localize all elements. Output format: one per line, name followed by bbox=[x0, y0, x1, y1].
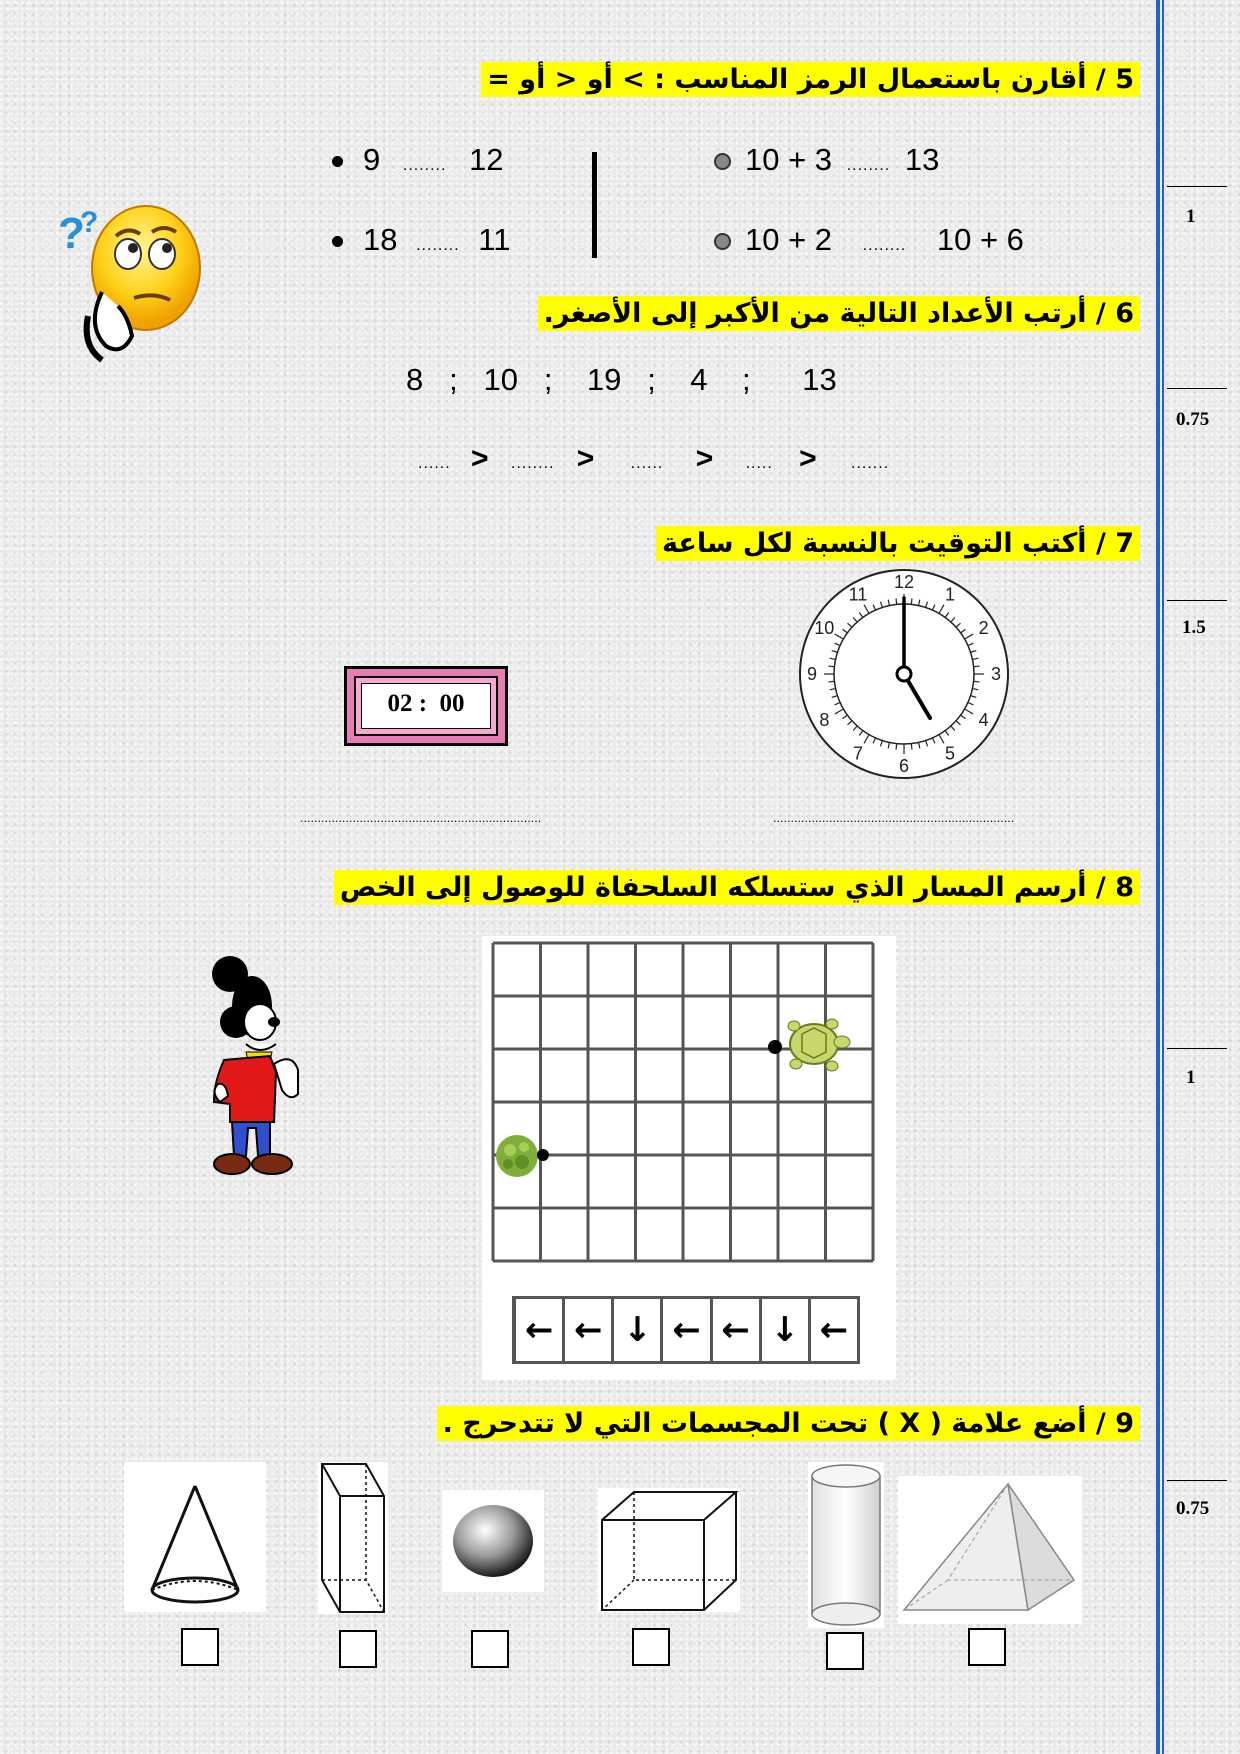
score-q9: 0.75 bbox=[1176, 1498, 1210, 1519]
thinking-face-icon bbox=[58, 196, 206, 368]
bullet-icon bbox=[332, 156, 343, 167]
q5-right-row-2 bbox=[714, 222, 1024, 258]
path-grid[interactable] bbox=[490, 940, 876, 1264]
q6-title: 6 / أرتب الأعداد التالية من الأكبر إلى الأصغر. bbox=[538, 296, 1140, 331]
clock-number: 10 bbox=[814, 618, 835, 638]
q6-blank-1[interactable]: ...... bbox=[418, 455, 451, 472]
q5-divider bbox=[592, 152, 597, 258]
score-rule bbox=[1167, 1480, 1227, 1481]
svg-text:?: ? bbox=[80, 206, 99, 239]
svg-text:?: ? bbox=[58, 209, 85, 258]
left-arrow-icon: ← bbox=[524, 1310, 554, 1350]
checkbox-pyramid[interactable] bbox=[968, 1628, 1006, 1666]
q5-right-2-b: 10 + 6 bbox=[936, 222, 1024, 257]
q6-blank-5[interactable]: ....... bbox=[851, 455, 890, 472]
q5-right-1-a: 10 + 3 bbox=[745, 142, 833, 177]
q6-blank-4[interactable]: ..... bbox=[745, 455, 773, 472]
score-rule bbox=[1167, 1048, 1227, 1049]
q5-left-row-1 bbox=[332, 142, 504, 178]
q5-left-1-a: 9 bbox=[363, 142, 381, 177]
greater-than-icon: > bbox=[576, 442, 595, 475]
clock-tick bbox=[896, 598, 897, 604]
q6-numbers: 8 ; 10 ; 19 ; 4 ; 13 bbox=[406, 362, 837, 397]
checkbox-cube[interactable] bbox=[632, 1628, 670, 1666]
clock-number: 8 bbox=[819, 710, 830, 730]
cube-icon bbox=[598, 1488, 740, 1612]
arrow-cell bbox=[516, 1299, 565, 1361]
q5-left-2-b: 11 bbox=[478, 222, 511, 257]
margin-line-outer bbox=[1156, 0, 1160, 1754]
q5-left-1-blank[interactable]: ........ bbox=[402, 157, 447, 174]
left-arrow-icon: ← bbox=[672, 1310, 701, 1350]
rectangular-prism-icon bbox=[318, 1462, 388, 1614]
clock-tick bbox=[974, 666, 980, 667]
greater-than-icon: > bbox=[695, 442, 714, 475]
q5-left-row-2 bbox=[332, 222, 510, 258]
score-q7: 1.5 bbox=[1182, 617, 1206, 638]
clock-number: 7 bbox=[852, 743, 864, 764]
q9-title: 9 / أضع علامة ( X ) تحت المجسمات التي لا تتدحرج . bbox=[437, 1406, 1140, 1441]
arrow-cell bbox=[565, 1299, 614, 1361]
q6-blank-2[interactable]: ........ bbox=[510, 455, 555, 472]
arrow-cell bbox=[614, 1299, 663, 1361]
checkbox-cylinder[interactable] bbox=[826, 1632, 864, 1670]
clock-number: 11 bbox=[848, 584, 868, 605]
score-q6: 0.75 bbox=[1176, 409, 1210, 430]
score-rule bbox=[1167, 186, 1227, 187]
digital-clock-inner bbox=[354, 676, 498, 736]
score-q8: 1 bbox=[1186, 1067, 1196, 1088]
pyramid-icon bbox=[898, 1476, 1082, 1624]
q5-right-1-b: 13 bbox=[904, 142, 940, 177]
q5-left-2-a: 18 bbox=[363, 222, 398, 257]
sphere-icon bbox=[442, 1490, 544, 1592]
circle-bullet-icon bbox=[714, 153, 731, 170]
arrow-cell bbox=[762, 1299, 811, 1361]
q6-answer-row bbox=[418, 442, 889, 476]
arrow-cell bbox=[713, 1299, 762, 1361]
down-arrow-icon: ↓ bbox=[623, 1310, 652, 1350]
q7-title: 7 / أكتب التوقيت بالنسبة لكل ساعة bbox=[656, 526, 1140, 561]
cone-icon bbox=[124, 1462, 266, 1612]
clock-tick bbox=[896, 744, 897, 750]
clock-number: 2 bbox=[978, 618, 989, 638]
clock-number: 1 bbox=[944, 584, 956, 605]
left-arrow-icon: ← bbox=[819, 1310, 849, 1350]
arrow-cell bbox=[811, 1299, 857, 1361]
q7-answer-line-left[interactable]: ..................................................................... bbox=[300, 812, 542, 825]
score-q5: 1 bbox=[1186, 206, 1196, 227]
cylinder-icon bbox=[808, 1462, 884, 1628]
clock-number: 5 bbox=[944, 743, 956, 764]
clock-tick bbox=[828, 666, 834, 667]
clock-number: 6 bbox=[898, 756, 910, 776]
checkbox-rectangular-prism[interactable] bbox=[339, 1630, 377, 1668]
clock-number: 4 bbox=[978, 710, 989, 730]
margin-line-inner bbox=[1162, 0, 1164, 1754]
q5-left-1-b: 12 bbox=[469, 142, 504, 177]
greater-than-icon: > bbox=[471, 442, 489, 475]
arrow-cell bbox=[663, 1299, 712, 1361]
lettuce-end-dot bbox=[537, 1149, 549, 1161]
q6-blank-3[interactable]: ...... bbox=[630, 455, 664, 472]
clock-tick bbox=[911, 598, 912, 604]
greater-than-icon: > bbox=[799, 442, 817, 475]
left-arrow-icon: ← bbox=[721, 1310, 750, 1350]
clock-number: 9 bbox=[806, 664, 818, 684]
q5-right-row-1 bbox=[714, 142, 939, 178]
score-rule bbox=[1167, 388, 1227, 389]
checkbox-sphere[interactable] bbox=[471, 1630, 509, 1668]
checkbox-cone[interactable] bbox=[181, 1628, 219, 1666]
clock-tick bbox=[911, 744, 912, 750]
arrow-strip bbox=[512, 1296, 860, 1364]
q8-title: 8 / أرسم المسار الذي ستسلكه السلحفاة للوصول إلى الخص bbox=[334, 870, 1140, 905]
bullet-icon bbox=[332, 236, 343, 247]
clock-tick bbox=[974, 681, 980, 682]
circle-bullet-icon bbox=[714, 233, 731, 250]
down-arrow-icon: ↓ bbox=[770, 1310, 800, 1350]
clock-number: 12 bbox=[893, 572, 915, 592]
score-rule bbox=[1167, 600, 1227, 601]
q5-right-2-blank[interactable]: ........ bbox=[862, 237, 907, 254]
q5-title: 5 / أقارن باستعمال الرمز المناسب : > أو < أو = bbox=[481, 62, 1140, 97]
left-arrow-icon: ← bbox=[573, 1310, 603, 1350]
analog-clock bbox=[794, 568, 1014, 780]
q5-right-2-a: 10 + 2 bbox=[745, 222, 833, 257]
clock-number: 3 bbox=[990, 664, 1002, 684]
digital-clock bbox=[344, 666, 508, 746]
lettuce-image bbox=[494, 1132, 540, 1180]
q7-answer-line-right[interactable]: ..................................................................... bbox=[773, 812, 1015, 825]
mickey-mouse-image bbox=[200, 952, 312, 1182]
q5-right-1-blank[interactable]: ........ bbox=[846, 157, 891, 174]
digital-clock-display: 02 : 00 bbox=[361, 683, 491, 729]
clock-tick bbox=[828, 681, 834, 682]
q5-left-2-blank[interactable]: ........ bbox=[416, 237, 460, 254]
turtle-start-dot bbox=[768, 1040, 782, 1054]
turtle-image bbox=[774, 1008, 852, 1078]
